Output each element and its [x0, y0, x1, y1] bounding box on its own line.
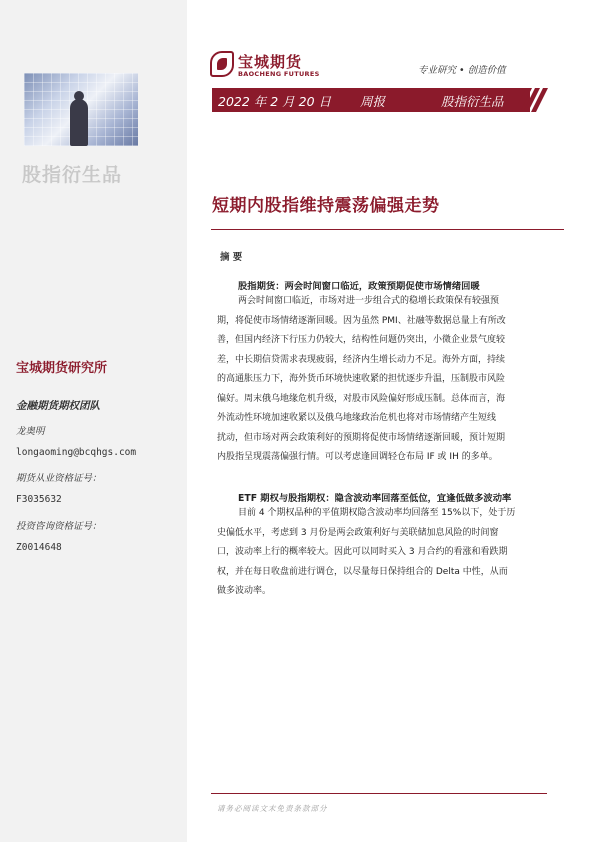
body-line: 口，波动率上行的概率较大。因此可以同时买入 3 月合约的看涨和看跌期 — [217, 547, 508, 557]
report-type: 周报 — [360, 94, 386, 109]
slogan: 专业研究 • 创造价值 — [418, 65, 506, 76]
analyst-name: 龙奥明 — [16, 426, 45, 437]
logo-mark-icon — [210, 51, 234, 77]
sidebar — [0, 0, 187, 842]
body-line: 做多波动率。 — [217, 586, 272, 596]
body-line: 差，中长期信贷需求表现疲弱，经济内生增长动力不足。海外方面，持续 — [217, 354, 506, 365]
company-logo — [210, 49, 370, 81]
body-line: 权，并在每日收盘前进行调仓，以尽量每日保持组合的 Delta 中性，从而 — [217, 566, 508, 577]
body-line: 善，但国内经济下行压力仍较大，结构性问题仍突出，小微企业景气度较 — [217, 335, 506, 345]
body-line: 期，将促使市场情绪逐渐回暖。因为虽然 PMI、社融等数据总量上有所改 — [217, 315, 506, 326]
analyst-email[interactable]: longaoming@bcqhgs.com — [16, 447, 137, 458]
section-heading-index-futures: 股指期货：两会时间窗口临近，政策预期促使市场情绪回暖 — [238, 281, 480, 292]
qualification-number: F3035632 — [16, 494, 62, 505]
team-name: 金融期货期权团队 — [16, 400, 100, 412]
sidebar-category: 股指衍生品 — [22, 164, 123, 186]
body-line: 史偏低水平，考虑到 3 月份是两会政策利好与美联储加息风险的时间窗 — [217, 527, 499, 538]
disclaimer-note: 请务必阅读文末免责条款部分 — [217, 804, 328, 813]
qualification-label: 期货从业资格证号： — [16, 473, 102, 484]
section-body-index-futures — [217, 292, 551, 468]
body-line: 的高通胀压力下，海外货币环境快速收紧的担忧逐步升温，压制股市风险 — [217, 374, 506, 384]
logo-english-text: BAOCHENG FUTURES — [238, 70, 320, 78]
body-line: 两会时间窗口临近，市场对进一步组合式的稳增长政策保有较强预 — [238, 296, 500, 306]
title-divider — [211, 229, 564, 230]
institute-name: 宝城期货研究所 — [16, 361, 108, 376]
investment-qualification-label: 投资咨询资格证号： — [16, 521, 102, 532]
section-heading-options: ETF 期权与股指期权：隐含波动率回落至低位，宜逢低做多波动率 — [238, 493, 512, 504]
body-line: 扰动，但市场对两会政策利好的预期将促使市场情绪逐渐回暖，预计短期 — [217, 432, 506, 443]
body-line: 外流动性环境加速收紧以及俄乌地缘政治危机也将对市场情绪产生短线 — [217, 413, 497, 423]
body-line: 偏好。周末俄乌地缘危机升级，对股市风险偏好形成压制。总体而言，海 — [217, 393, 506, 404]
section-body-options — [217, 504, 551, 602]
cover-image — [24, 73, 138, 146]
body-line: 目前 4 个期权品种的平值期权隐含波动率均回落至 15%以下，处于历 — [238, 508, 516, 518]
banner-stripes-decoration — [518, 88, 552, 112]
report-date: 2022 年 2 月 20 日 — [218, 94, 332, 109]
report-title: 短期内股指维持震荡偏强走势 — [212, 196, 440, 216]
footer-divider — [211, 793, 547, 794]
report-category: 股指衍生品 — [441, 94, 504, 109]
investment-qualification-number: Z0014648 — [16, 542, 62, 553]
logo-chinese-text: 宝城期货 — [238, 53, 303, 71]
cover-image-figure — [70, 99, 88, 146]
abstract-label: 摘 要 — [220, 252, 243, 263]
body-line: 内股指呈现震荡偏强行情。可以考虑逢回调轻仓布局 IF 或 IH 的多单。 — [217, 452, 498, 462]
